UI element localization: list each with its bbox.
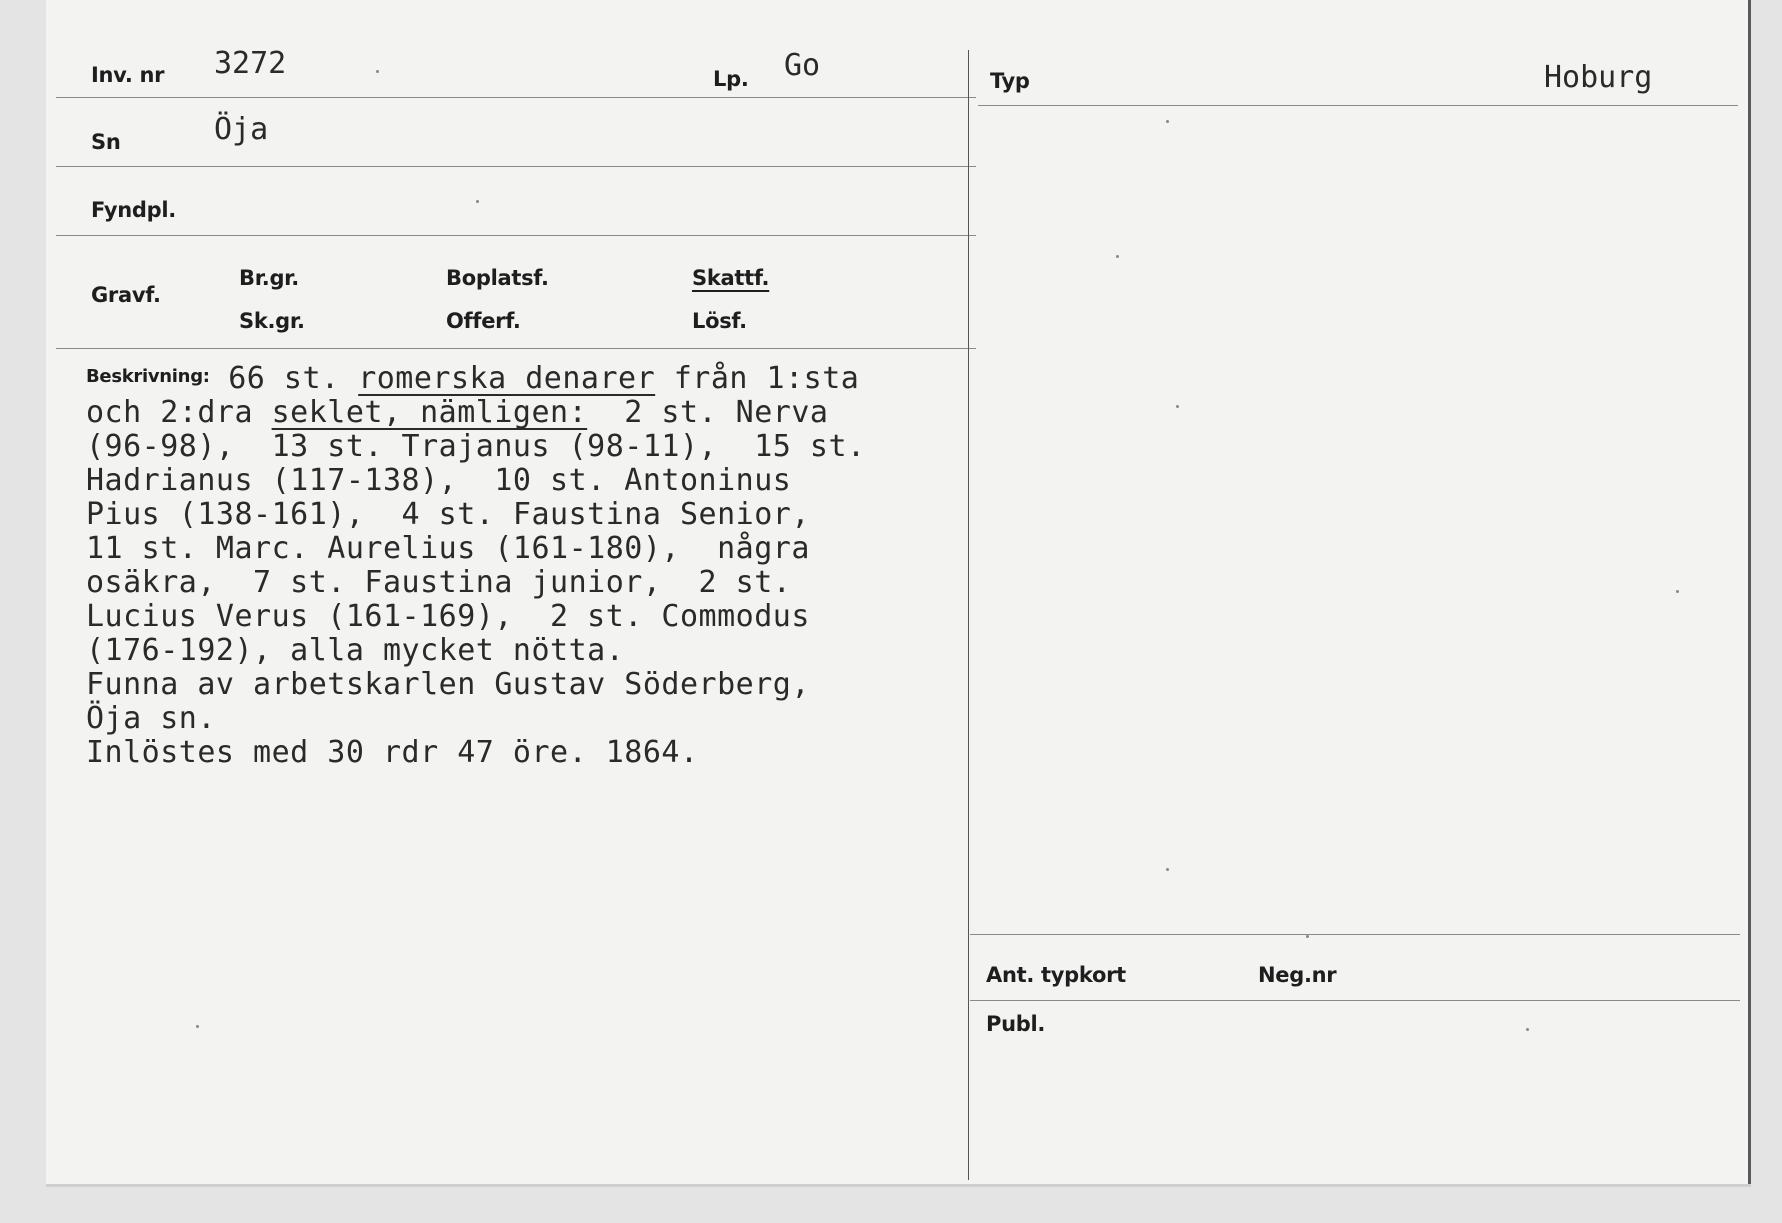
- column-divider: [968, 50, 969, 1180]
- description-underlined-romerska-denarer: romerska denarer: [358, 361, 656, 396]
- speck: [1306, 935, 1309, 938]
- description-line-2c: 2 st. Nerva: [587, 395, 829, 430]
- description-line-9: (176-192), alla mycket nötta.: [86, 633, 625, 668]
- catalog-card: [46, 0, 1751, 1184]
- row-divider-fyndpl: [56, 235, 976, 236]
- publ-label: Publ.: [986, 1012, 1046, 1036]
- speck: [1676, 590, 1679, 593]
- speck: [1166, 868, 1169, 871]
- inv-nr-label: Inv. nr: [91, 63, 165, 87]
- typ-divider: [978, 105, 1738, 106]
- ant-typkort-divider-bottom: [970, 1000, 1740, 1001]
- row-divider-inv: [56, 97, 976, 98]
- boplatsf-label: Boplatsf.: [446, 266, 549, 290]
- description-line-1a: 66 st.: [209, 361, 359, 396]
- description-line-11: Öja sn.: [86, 701, 216, 736]
- losf-label: Lösf.: [692, 309, 747, 333]
- ant-typkort-label: Ant. typkort: [986, 963, 1126, 987]
- row-divider-gravf: [56, 348, 976, 349]
- description-line-8: Lucius Verus (161-169), 2 st. Commodus: [86, 599, 810, 634]
- sn-value: Öja: [214, 112, 269, 147]
- description-line-7: osäkra, 7 st. Faustina junior, 2 st.: [86, 565, 792, 600]
- description-line-6: 11 st. Marc. Aurelius (161-180), några: [86, 531, 810, 566]
- speck: [1166, 120, 1169, 123]
- description-block: [86, 360, 866, 770]
- description-line-1c: från 1:sta: [655, 361, 860, 396]
- typ-value: Hoburg: [1544, 60, 1653, 95]
- brgr-label: Br.gr.: [239, 266, 299, 290]
- skattf-label: Skattf.: [692, 266, 770, 290]
- speck: [1176, 405, 1179, 408]
- lp-label: Lp.: [713, 67, 749, 91]
- speck: [376, 70, 379, 73]
- speck: [196, 1025, 199, 1028]
- beskrivning-label: Beskrivning:: [86, 366, 210, 387]
- description-underlined-seklet: seklet, nämligen:: [271, 395, 588, 430]
- inv-nr-value: 3272: [214, 46, 287, 81]
- speck: [1116, 255, 1119, 258]
- description-line-3: (96-98), 13 st. Trajanus (98-11), 15 st.: [86, 429, 866, 464]
- offerf-label: Offerf.: [446, 309, 521, 333]
- neg-nr-label: Neg.nr: [1258, 963, 1337, 987]
- sn-label: Sn: [91, 130, 121, 154]
- skgr-label: Sk.gr.: [239, 309, 305, 333]
- ant-typkort-divider-top: [970, 934, 1740, 935]
- speck: [476, 200, 479, 203]
- gravf-label: Gravf.: [91, 283, 161, 307]
- fyndpl-label: Fyndpl.: [91, 198, 176, 222]
- row-divider-sn: [56, 166, 976, 167]
- description-line-12: Inlöstes med 30 rdr 47 öre. 1864.: [86, 735, 699, 770]
- speck: [1526, 1028, 1529, 1031]
- lp-value: Go: [784, 48, 821, 83]
- description-line-10: Funna av arbetskarlen Gustav Söderberg,: [86, 667, 810, 702]
- description-line-4: Hadrianus (117-138), 10 st. Antoninus: [86, 463, 792, 498]
- typ-label: Typ: [990, 69, 1030, 93]
- description-line-2a: och 2:dra: [86, 395, 272, 430]
- description-line-5: Pius (138-161), 4 st. Faustina Senior,: [86, 497, 810, 532]
